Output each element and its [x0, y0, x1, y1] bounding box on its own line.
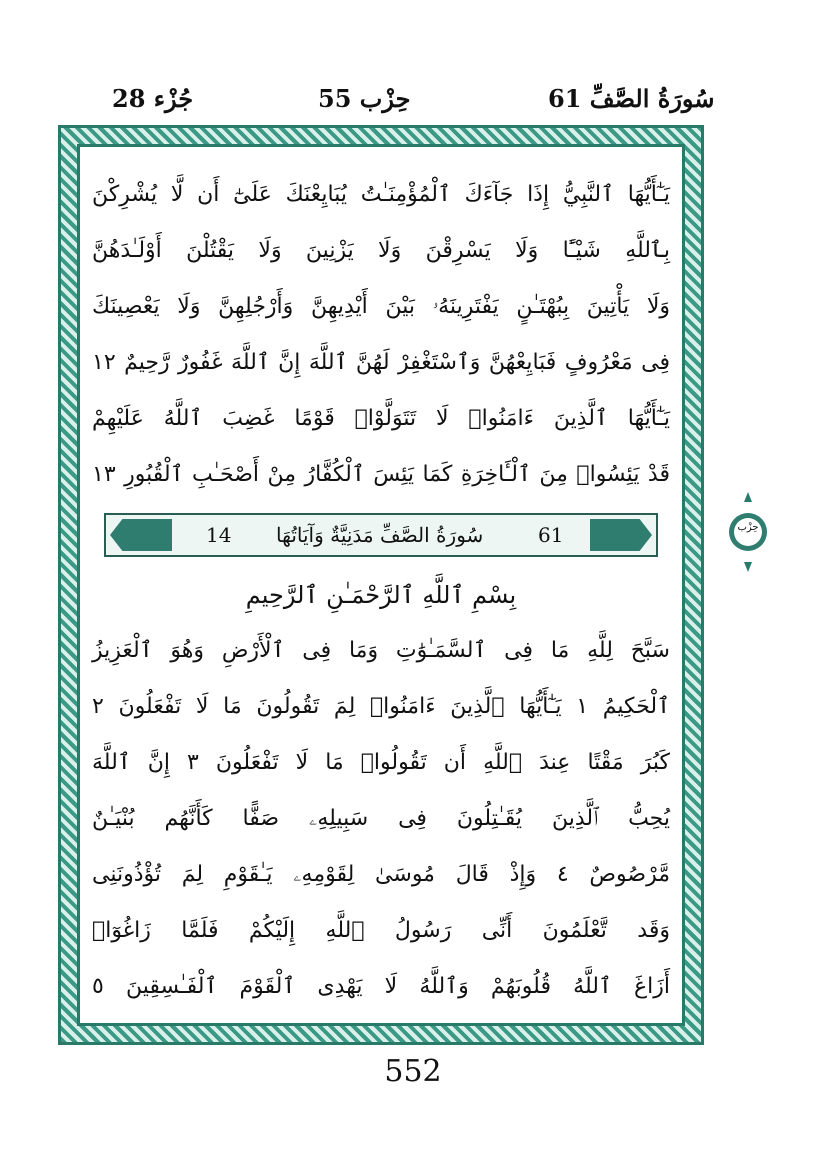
juz-label: جُزْء 28: [112, 84, 194, 113]
page-number: 552: [384, 1054, 442, 1089]
banner-ayah-count: 14: [206, 523, 232, 547]
hizb-medallion-icon: [728, 492, 768, 572]
hizb-medallion-label: حِزْب: [737, 522, 759, 533]
verse-line: بِٱللَّهِ شَيْـًٔا وَلَا يَسْرِقْنَ وَلَا يَزْنِينَ وَلَا يَقْتُلْنَ أَوْلَـٰدَهُنَّ: [92, 238, 670, 263]
banner-ornament-left-icon: [110, 519, 172, 551]
banner-surah-number: 61: [538, 523, 564, 547]
verse-line: ٱلْحَكِيمُ ١ يَـٰٓأَيُّهَا ٱلَّذِينَ ءَامَنُوا۟ لِمَ تَقُولُونَ مَا لَا تَفْعَلُونَ ٢: [92, 694, 670, 719]
verse-line: يَـٰٓأَيُّهَا ٱلنَّبِيُّ إِذَا جَآءَكَ ٱلْمُؤْمِنَـٰتُ يُبَايِعْنَكَ عَلَىٰٓ أَن لَّا يُشْرِكْنَ: [92, 182, 670, 207]
banner-title: سُورَةُ الصَّفِّ مَدَنِيَّةٌ وَآيَاتُهَا: [276, 523, 484, 547]
verse-line: يُحِبُّ ٱلَّذِينَ يُقَـٰتِلُونَ فِى سَبِيلِهِۦ صَفًّا كَأَنَّهُم بُنْيَـٰنٌ: [92, 806, 670, 831]
hizb-label: حِزْب 55: [318, 84, 411, 113]
verse-line: سَبَّحَ لِلَّهِ مَا فِى ٱلسَّمَـٰوَٰتِ وَمَا فِى ٱلْأَرْضِ وَهُوَ ٱلْعَزِيزُ: [92, 638, 670, 663]
banner-ornament-right-icon: [590, 519, 652, 551]
verse-line: وَقَد تَّعْلَمُونَ أَنِّى رَسُولُ ٱللَّهِ إِلَيْكُمْ فَلَمَّا زَاغُوٓا۟: [92, 918, 670, 943]
surah-label: 61 سُورَةُ الصَّفِّ: [548, 84, 715, 113]
verse-line: فِى مَعْرُوفٍ فَبَايِعْهُنَّ وَٱسْتَغْفِرْ لَهُنَّ ٱللَّهَ إِنَّ ٱللَّهَ غَفُورٌ رَّحِيمٌ ١٢: [92, 350, 670, 375]
basmala: بِسْمِ ٱللَّهِ ٱلرَّحْمَـٰنِ ٱلرَّحِيمِ: [245, 581, 517, 609]
surah-banner: [104, 513, 658, 557]
ornamental-frame: [58, 125, 704, 1045]
verse-line: مَّرْصُوصٌ ٤ وَإِذْ قَالَ مُوسَىٰ لِقَوْمِهِۦ يَـٰقَوْمِ لِمَ تُؤْذُونَنِى: [92, 862, 670, 887]
verse-line: وَلَا يَأْتِينَ بِبُهْتَـٰنٍ يَفْتَرِينَهُۥ بَيْنَ أَيْدِيهِنَّ وَأَرْجُلِهِنَّ وَلَا يَعْصِينَكَ: [92, 294, 670, 319]
verse-line: قَدْ يَئِسُوا۟ مِنَ ٱلْـَٔاخِرَةِ كَمَا يَئِسَ ٱلْكُفَّارُ مِنْ أَصْحَـٰبِ ٱلْقُبُورِ ١٣: [92, 462, 670, 487]
page-header: [0, 80, 826, 120]
text-area: [77, 144, 685, 1026]
verse-line: أَزَاغَ ٱللَّهُ قُلُوبَهُمْ وَٱللَّهُ لَا يَهْدِى ٱلْقَوْمَ ٱلْفَـٰسِقِينَ ٥: [92, 974, 670, 999]
verses-top: [88, 167, 674, 503]
verse-line: كَبُرَ مَقْتًا عِندَ ٱللَّهِ أَن تَقُولُوا۟ مَا لَا تَفْعَلُونَ ٣ إِنَّ ٱللَّهَ: [92, 750, 670, 775]
banner-box: [104, 513, 658, 557]
verse-line: يَـٰٓأَيُّهَا ٱلَّذِينَ ءَامَنُوا۟ لَا تَتَوَلَّوْا۟ قَوْمًا غَضِبَ ٱللَّهُ عَلَيْهِمْ: [92, 406, 670, 431]
verses-bottom: [88, 567, 674, 1015]
